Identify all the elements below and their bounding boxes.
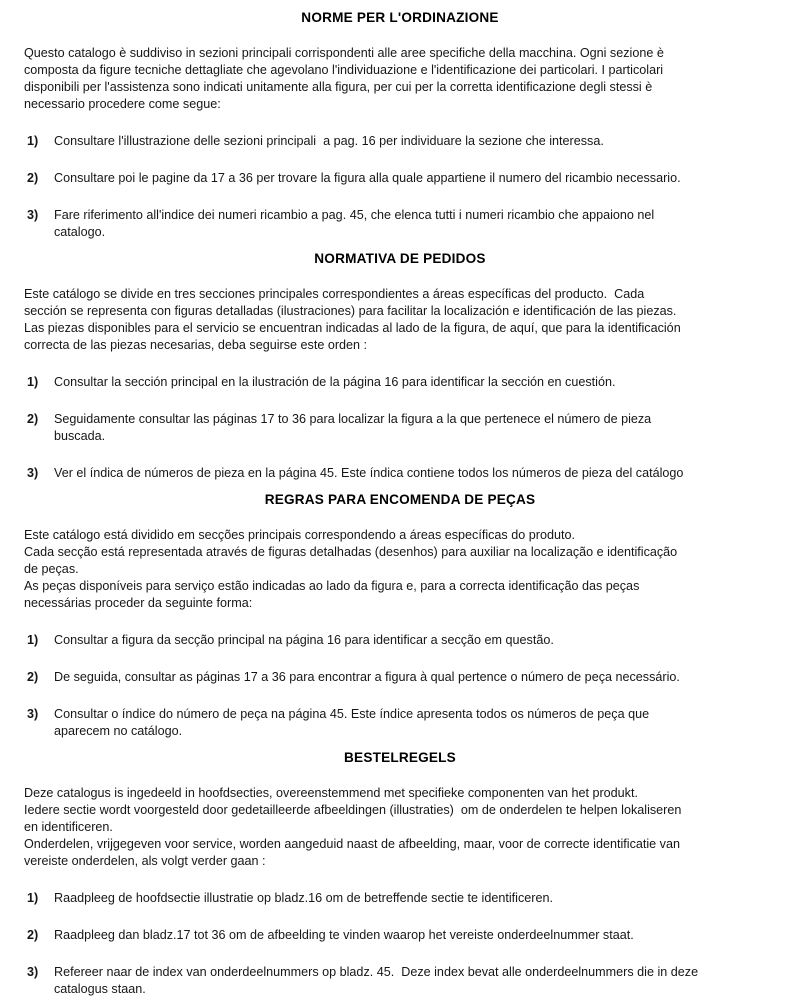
item-line: Consultare poi le pagine da 17 a 36 per trovare la figura alla quale appartiene il numero del ricambio necessario. [54,171,681,185]
intro-paragraph-italian [24,45,776,113]
section-dutch [24,750,776,998]
intro-paragraph-spanish [24,286,776,354]
item-line: De seguida, consultar as páginas 17 a 36 para encontrar a figura à qual pertence o número de peça necessário. [54,670,680,684]
section-portuguese [24,492,776,740]
section-heading-dutch: BESTELREGELS [344,750,456,765]
intro-line: Iedere sectie wordt voorgesteld door gedetailleerde afbeeldingen (illustraties) om de onderdelen te helpen lokaliseren [24,803,682,817]
item-number: 1) [27,633,39,647]
section-heading-portuguese: REGRAS PARA ENCOMENDA DE PEÇAS [264,492,536,507]
item-number: 3) [27,707,39,721]
list-item [24,465,776,482]
list-item [24,170,776,187]
item-line: Ver el índica de números de pieza en la página 45. Este índica contiene todos los números de pieza del catálogo [54,466,684,480]
list-item [24,706,776,740]
steps-list-spanish [24,374,776,482]
intro-line: sección se representa con figuras detalladas (ilustraciones) para facilitar la localización e identificación de las piezas. [24,304,677,318]
section-heading-spanish: NORMATIVA DE PEDIDOS [314,251,486,266]
item-line: Fare riferimento all'indice dei numeri ricambio a pag. 45, che elenca tutti i numeri ricambio che appaiono nel [54,208,655,222]
list-item [24,669,776,686]
item-number: 1) [27,891,39,905]
item-line: Raadpleeg dan bladz.17 tot 36 om de afbeelding te vinden waarop het vereiste onderdeelnummer staat. [54,928,634,942]
intro-paragraph-portuguese [24,527,776,612]
section-spanish [24,251,776,482]
item-number: 2) [27,171,39,185]
item-number: 2) [27,928,39,942]
intro-line: de peças. [24,562,79,576]
item-line: buscada. [54,429,106,443]
intro-line: vereiste onderdelen, als volgt verder gaan : [24,854,266,868]
intro-line: As peças disponíveis para serviço estão indicadas ao lado da figura e, para a correcta identificação das peças [24,579,640,593]
item-line: Refereer naar de index van onderdeelnummers op bladz. 45. Deze index bevat alle onderdeelnummers die in deze [54,965,699,979]
item-number: 2) [27,412,39,426]
list-item [24,411,776,445]
item-number: 3) [27,208,39,222]
intro-line: Las piezas disponibles para el servicio se encuentran indicadas al lado de la figura, de aquí, que para la identificación [24,321,681,335]
item-number: 3) [27,466,39,480]
list-item [24,890,776,907]
intro-line: Onderdelen, vrijgegeven voor service, worden aangeduid naast de afbeelding, maar, voor de correcte identificatie van [24,837,680,851]
intro-line: disponibili per l'assistenza sono indicati unitamente alla figura, per cui per la corretta identificazione degli stessi è [24,80,653,94]
section-italian [24,10,776,241]
steps-list-portuguese [24,632,776,740]
list-item [24,374,776,391]
intro-line: Cada secção está representada através de figuras detalhadas (desenhos) para auxiliar na localização e identificação [24,545,678,559]
intro-line: composta da figure tecniche dettagliate che agevolano l'individuazione e l'identificazione dei particolari. I particolari [24,63,664,77]
intro-line: Este catálogo se divide en tres secciones principales correspondientes a áreas específicas del producto. Cada [24,287,645,301]
list-item [24,133,776,150]
intro-line: en identificeren. [24,820,113,834]
steps-list-dutch [24,890,776,998]
item-line: catalogus staan. [54,982,146,996]
list-item [24,632,776,649]
list-item [24,207,776,241]
item-line: Raadpleeg de hoofdsectie illustratie op bladz.16 om de betreffende sectie te identificeren. [54,891,553,905]
item-line: Consultar la sección principal en la ilustración de la página 16 para identificar la sección en cuestión. [54,375,616,389]
list-item [24,964,776,998]
item-line: Consultar o índice do número de peça na página 45. Este índice apresenta todos os números de peça que [54,707,650,721]
item-line: Consultar a figura da secção principal na página 16 para identificar a secção em questão. [54,633,554,647]
intro-line: correcta de las piezas necesarias, deba seguirse este orden : [24,338,368,352]
item-number: 1) [27,134,39,148]
intro-line: Deze catalogus is ingedeeld in hoofdsecties, overeenstemmend met specifieke componenten van het produkt. [24,786,638,800]
intro-line: Este catálogo está dividido em secções principais correspondendo a áreas específicas do produto. [24,528,575,542]
intro-line: necessario procedere come segue: [24,97,221,111]
intro-line: necessárias proceder da seguinte forma: [24,596,253,610]
item-line: catalogo. [54,225,106,239]
item-line: aparecem no catálogo. [54,724,183,738]
item-number: 3) [27,965,39,979]
steps-list-italian [24,133,776,241]
intro-paragraph-dutch [24,785,776,870]
item-line: Consultare l'illustrazione delle sezioni principali a pag. 16 per individuare la sezione che interessa. [54,134,604,148]
item-line: Seguidamente consultar las páginas 17 to 36 para localizar la figura a la que pertenece el número de pieza [54,412,652,426]
list-item [24,927,776,944]
section-heading-italian: NORME PER L'ORDINAZIONE [301,10,499,25]
item-number: 1) [27,375,39,389]
item-number: 2) [27,670,39,684]
intro-line: Questo catalogo è suddiviso in sezioni principali corrispondenti alle aree specifiche della macchina. Ogni sezione è [24,46,664,60]
